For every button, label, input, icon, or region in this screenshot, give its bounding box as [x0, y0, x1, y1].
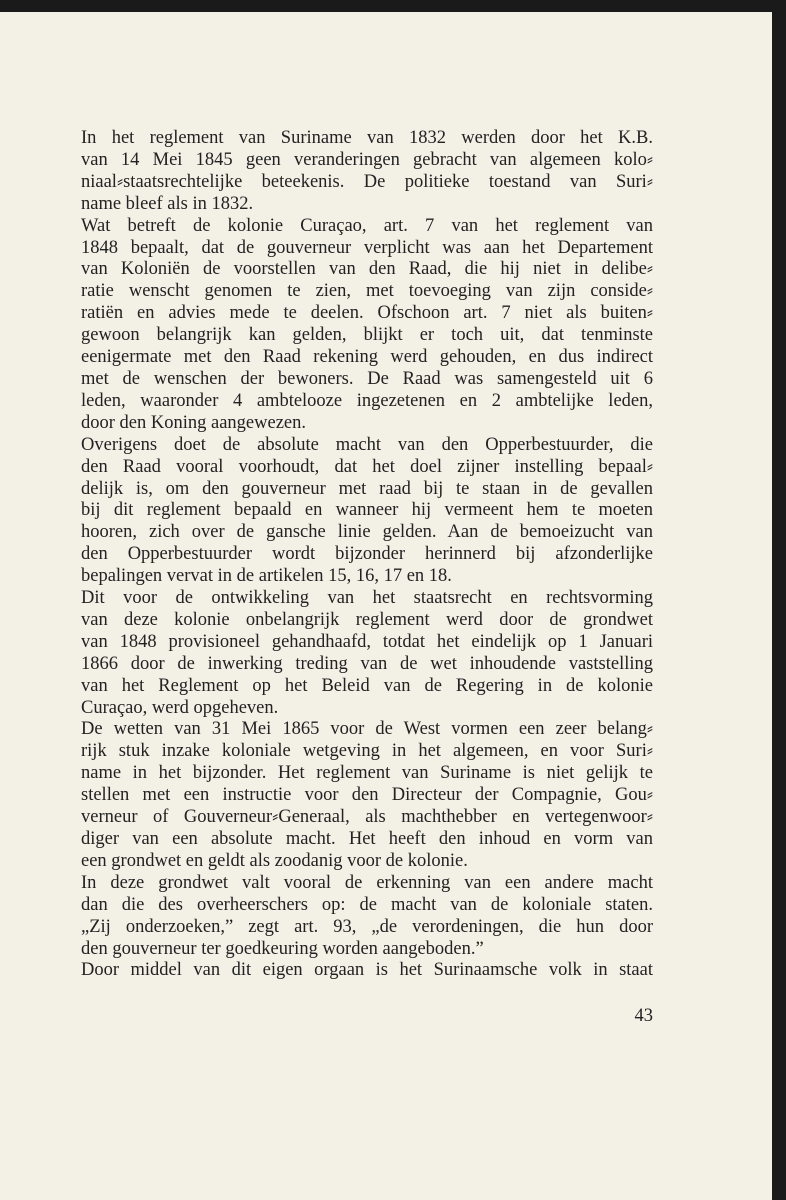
- text-line: den Raad vooral voorhoudt, dat het doel zijner instelling bepaal⸗: [81, 456, 653, 477]
- text-line: van deze kolonie onbelangrijk reglement werd door de grondwet: [81, 609, 653, 630]
- text-line: 1866 door de inwerking treding van de wet inhoudende vaststelling: [81, 653, 653, 674]
- text-line: In het reglement van Suriname van 1832 werden door het K.B.: [81, 128, 653, 148]
- text-line: een grondwet en geldt als zoodanig voor de kolonie.: [81, 850, 468, 871]
- text-line: Overigens doet de absolute macht van den Opperbestuurder, die: [81, 434, 653, 455]
- text-line: met de wenschen der bewoners. De Raad was samengesteld uit 6: [81, 368, 653, 389]
- text-line: „Zij onderzoeken,” zegt art. 93, „de verordeningen, die hun door: [81, 916, 653, 937]
- page-number: 43: [634, 1006, 653, 1026]
- text-line: den Opperbestuurder wordt bijzonder herinnerd bij afzonderlijke: [81, 544, 653, 565]
- text-line: rijk stuk inzake koloniale wetgeving in het algemeen, en voor Suri⸗: [81, 741, 653, 762]
- text-line: leden, waaronder 4 ambtelooze ingezetenen en 2 ambtelijke leden,: [81, 390, 653, 411]
- text-line: Curaçao, werd opgeheven.: [81, 697, 279, 718]
- text-line: Door middel van dit eigen orgaan is het Surinaamsche volk in staat: [81, 960, 653, 981]
- text-line: door den Koning aangewezen.: [81, 412, 306, 433]
- text-line: bij dit reglement bepaald en wanneer hij vermeent hem te moeten: [81, 500, 653, 521]
- text-line: hooren, zich over de gansche linie gelden. Aan de bemoeizucht van: [81, 522, 653, 543]
- text-line: verneur of Gouverneur⸗Generaal, als machthebber en vertegenwoor⸗: [81, 807, 653, 828]
- text-line: 1848 bepaalt, dat de gouverneur verplicht was aan het Departement: [81, 237, 653, 258]
- book-page: [0, 12, 772, 1200]
- text-line: van 14 Mei 1845 geen veranderingen gebracht van algemeen kolo⸗: [81, 149, 653, 170]
- body-text: [81, 128, 653, 982]
- text-line: den gouverneur ter goedkeuring worden aangeboden.”: [81, 938, 484, 959]
- text-line: ratie wenscht genomen te zien, met toevoeging van zijn conside⸗: [81, 281, 653, 302]
- text-line: name in het bijzonder. Het reglement van Suriname is niet gelijk te: [81, 763, 653, 784]
- text-line: gewoon belangrijk kan gelden, blijkt er toch uit, dat tenminste: [81, 325, 653, 346]
- text-line: niaal⸗staatsrechtelijke beteekenis. De politieke toestand van Suri⸗: [81, 171, 653, 192]
- text-line: In deze grondwet valt vooral de erkenning van een andere macht: [81, 872, 653, 893]
- text-line: name bleef als in 1832.: [81, 193, 254, 214]
- text-line: diger van een absolute macht. Het heeft den inhoud en vorm van: [81, 829, 653, 849]
- paragraph: [81, 873, 653, 961]
- paragraph: [81, 960, 653, 982]
- paragraph: [81, 128, 653, 216]
- paragraph: [81, 719, 653, 872]
- text-line: ratiën en advies mede te deelen. Ofschoon art. 7 niet als buiten⸗: [81, 303, 653, 324]
- text-line: Dit voor de ontwikkeling van het staatsrecht en rechtsvorming: [81, 588, 653, 609]
- text-line: van 1848 provisioneel gehandhaafd, totdat het eindelijk op 1 Januari: [81, 631, 653, 652]
- text-line: dan die des overheerschers op: de macht van de koloniale staten.: [81, 894, 653, 915]
- text-line: van Koloniën de voorstellen van den Raad, die hij niet in delibe⸗: [81, 259, 653, 280]
- paragraph: [81, 216, 653, 435]
- text-line: Wat betreft de kolonie Curaçao, art. 7 van het reglement van: [81, 215, 653, 236]
- paragraph: [81, 435, 653, 588]
- text-line: bepalingen vervat in de artikelen 15, 16, 17 en 18.: [81, 566, 452, 587]
- paragraph: [81, 588, 653, 719]
- text-line: eenigermate met den Raad rekening werd gehouden, en dus indirect: [81, 347, 653, 368]
- text-line: van het Reglement op het Beleid van de Regering in de kolonie: [81, 675, 653, 696]
- text-line: De wetten van 31 Mei 1865 voor de West vormen een zeer belang⸗: [81, 719, 653, 740]
- text-line: delijk is, om den gouverneur met raad bij te staan in de gevallen: [81, 478, 653, 499]
- text-line: stellen met een instructie voor den Directeur der Compagnie, Gou⸗: [81, 785, 653, 806]
